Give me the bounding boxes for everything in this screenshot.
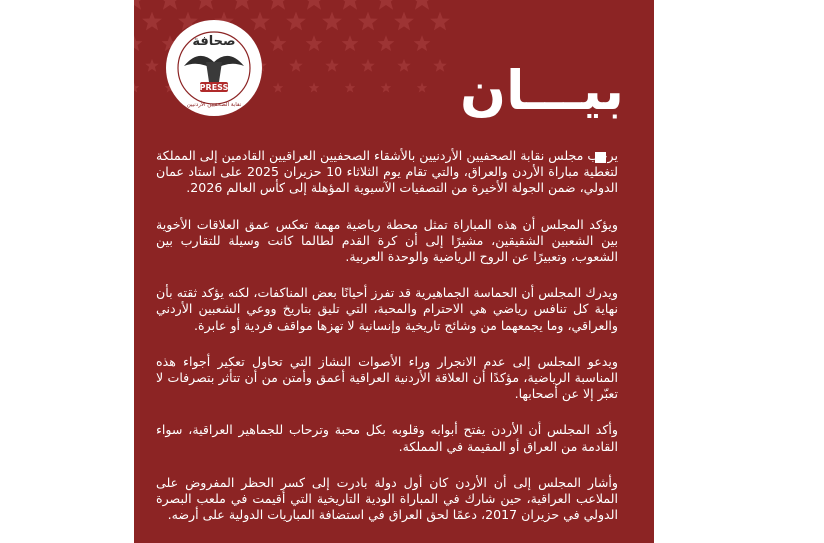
pattern-star (195, 0, 218, 10)
pattern-star (159, 0, 182, 10)
pattern-star (345, 82, 356, 92)
pattern-star (394, 12, 414, 31)
paragraph-hospitality: وأكد المجلس أن الأردن يفتح أبوابه وقلوبه بكل محبة وترحاب للجماهير العراقية، سواء القادمة من العراق أو المقيمة في المملكة. (156, 422, 618, 454)
paragraph-appeal: ويدعو المجلس إلى عدم الانجرار وراء الأصوات النشاز التي تحاول تعكير أجواء هذه المناسبة الرياضية، مؤكدًا أن العلاقة الأردنية العراقية أعمق وأمتن من أن تتأثر بتصرفات لا تعبّر إلا عن أصحابها. (156, 353, 618, 402)
pattern-star (134, 35, 142, 51)
pattern-star (378, 35, 395, 51)
pattern-star (361, 59, 375, 72)
pattern-star (430, 12, 450, 31)
statement-body (156, 148, 618, 543)
pattern-star (322, 12, 342, 31)
pattern-star (325, 59, 339, 72)
pattern-star (303, 0, 326, 10)
pattern-star (411, 0, 434, 10)
pattern-star (309, 82, 320, 92)
paragraph-rivalry: ويدرك المجلس أن الحماسة الجماهيرية قد تفرز أحيانًا بعض المناكفات، لكنه يؤكد ثقته بأن نهاية كل تنافس رياضي هي الاحترام والمحبة، التي تليق بتاريخ ووعي الشعبين الأردني والعراقي، وما يجمعهما من وشائج تاريخية وإنسانية لا تهزها مواقف فردية أو عابرة. (156, 285, 618, 333)
paragraph-significance: ويؤكد المجلس أن هذه المباراة تمثل محطة رياضية مهمة تعكس عمق العلاقات الأخوية بين الشعبين الشقيقين، مشيرًا إلى أن كرة القدم لطالما كانت وسيلة للتقارب بين الشعوب، وتعبيرًا عن الروح الرياضية والوحدة العربية. (156, 216, 618, 265)
pattern-star (397, 59, 411, 72)
pattern-star (231, 0, 254, 10)
pattern-star (342, 35, 359, 51)
statement-title: بيـــان (459, 59, 624, 122)
pattern-star (134, 82, 139, 92)
pattern-star (289, 59, 303, 72)
pattern-star (414, 35, 431, 51)
pattern-star (339, 0, 362, 10)
pattern-star (375, 0, 398, 10)
paragraph-history: وأشار المجلس إلى أن الأردن كان أول دولة بادرت إلى كسر الحظر المفروض على الملاعب العراقية، حين شارك في المباراة الودية التاريخية التي أقيمت في ملعب البصرة الدولي في حزيران 2017، دعمًا لحق العراق في استضافة المباريات الدولية على أرضه. (156, 474, 618, 523)
logo-ring-text: نقابة الصحفيين الأردنيين (186, 102, 242, 108)
statement-poster (134, 0, 654, 543)
pattern-star (142, 12, 162, 31)
press-syndicate-emblem-icon (164, 18, 264, 118)
pattern-star (145, 59, 159, 72)
pattern-star (381, 82, 392, 92)
pattern-star (306, 35, 323, 51)
logo-badge: PRESS (199, 83, 229, 92)
pattern-star (267, 0, 290, 10)
pattern-star (273, 82, 284, 92)
paragraph-welcome: يرحب مجلس نقابة الصحفيين الأردنيين بالأشقاء الصحفيين العراقيين القادمين إلى المملكة لتغطية مباراة الأردن والعراق، والتي تقام يوم الثلاثاء 10 حزيران 2025 على استاد عمان الدولي، ضمن الجولة الأخيرة من التصفيات الآسيوية المؤهلة إلى كأس العالم 2026. (156, 148, 618, 196)
pattern-star (270, 35, 287, 51)
pattern-star (358, 12, 378, 31)
logo-title: صحافة (192, 34, 236, 49)
pattern-star (134, 0, 145, 10)
pattern-star (286, 12, 306, 31)
